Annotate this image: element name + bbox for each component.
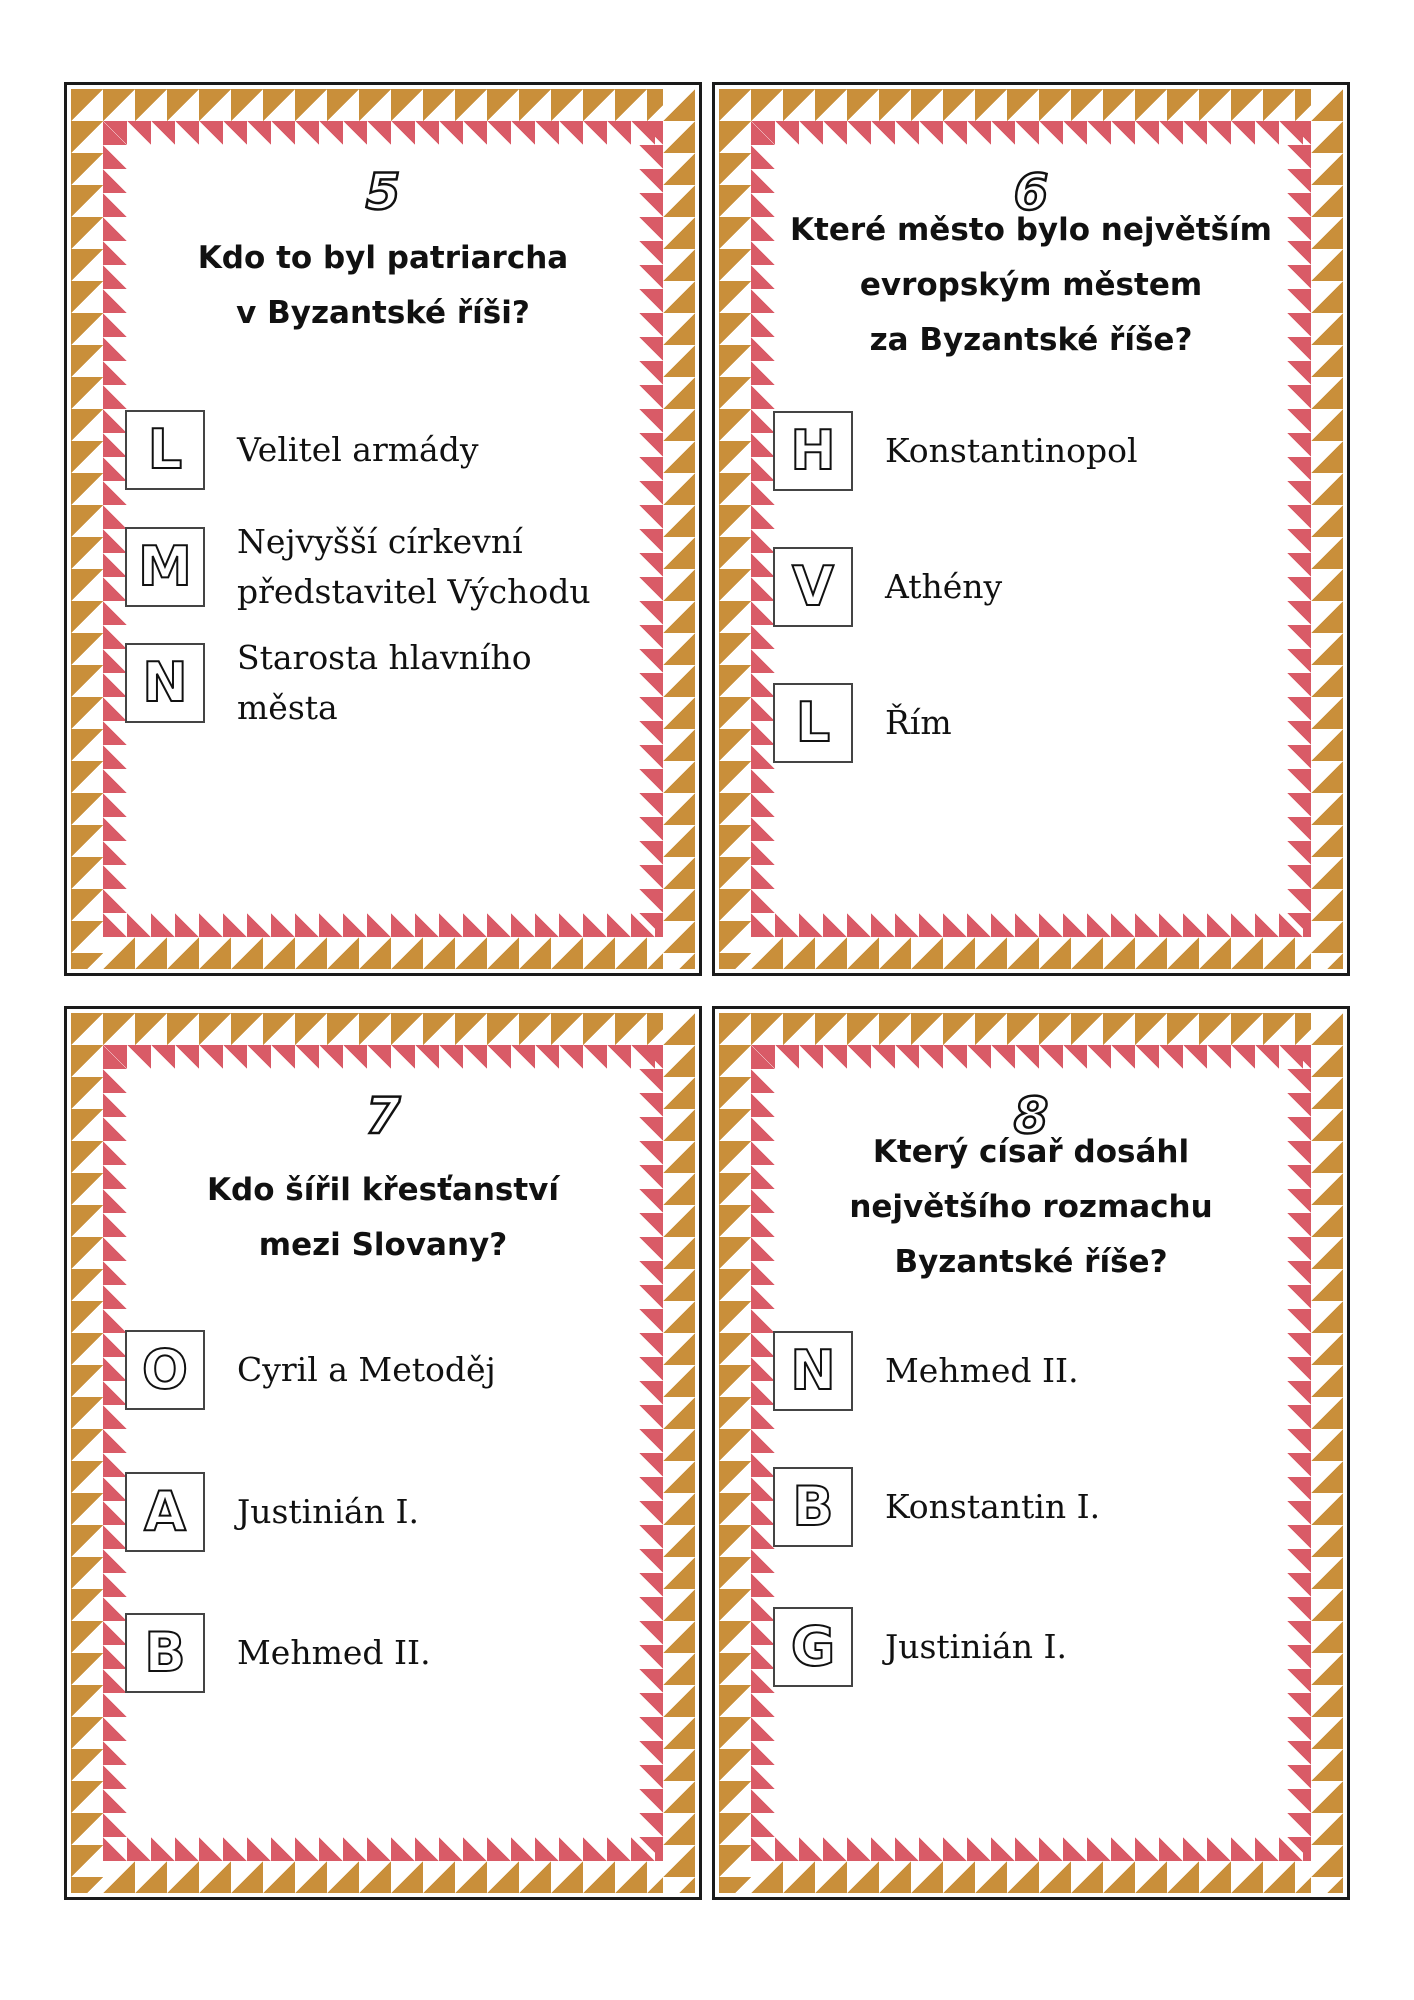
card-number: 5 [365, 163, 401, 221]
answer-text: Justinián I. [237, 1492, 419, 1531]
answer-text: Cyril a Metoděj [237, 1350, 496, 1389]
answer-letter-box: M [125, 527, 205, 607]
quiz-card-8 [712, 1006, 1350, 1900]
answer-text: Řím [885, 703, 952, 742]
question-text: Které město bylo největším evropským městem za Byzantské říše? [790, 212, 1272, 358]
answer-letter-box: V [773, 547, 853, 627]
answer-text: Mehmed II. [237, 1633, 431, 1672]
answer-text: Justinián I. [885, 1627, 1067, 1666]
answer-text: Konstantin I. [885, 1487, 1101, 1526]
question-text: Kdo šířil křesťanství mezi Slovany? [206, 1172, 559, 1263]
answer-option[interactable] [125, 1330, 641, 1414]
answer-option[interactable] [773, 547, 1289, 631]
answer-text: Mehmed II. [885, 1351, 1079, 1390]
answer-option[interactable] [773, 1467, 1289, 1551]
answer-letter-box: A [125, 1472, 205, 1552]
card-number: 8 [1013, 1087, 1049, 1145]
answer-letter-box: O [125, 1330, 205, 1410]
card-number: 6 [1013, 163, 1049, 221]
quiz-card-5 [64, 82, 702, 976]
answer-option[interactable] [773, 683, 1289, 767]
answer-letter-box: N [773, 1331, 853, 1411]
quiz-card-7 [64, 1006, 702, 1900]
answer-text: Konstantinopol [885, 431, 1138, 470]
answer-option[interactable] [125, 410, 641, 494]
answer-option[interactable] [125, 638, 641, 727]
quiz-card-6 [712, 82, 1350, 976]
answer-letter-box: H [773, 411, 853, 491]
answer-letter-box: G [773, 1607, 853, 1687]
answer-text: Starosta hlavního města [237, 638, 532, 727]
answer-option[interactable] [773, 1331, 1289, 1415]
answer-option[interactable] [125, 522, 641, 611]
answer-letter-box: N [125, 643, 205, 723]
card-number: 7 [365, 1087, 401, 1145]
answer-option[interactable] [773, 1607, 1289, 1691]
answer-text: Velitel armády [237, 430, 479, 469]
answer-letter-box: L [125, 410, 205, 490]
answer-text: Athény [885, 567, 1003, 606]
question-text: Který císař dosáhl největšího rozmachu Byzantské říše? [849, 1134, 1213, 1280]
question-text: Kdo to byl patriarcha v Byzantské říši? [197, 240, 569, 331]
answer-option[interactable] [773, 411, 1289, 495]
answer-letter-box: B [773, 1467, 853, 1547]
answer-option[interactable] [125, 1472, 641, 1556]
answer-option[interactable] [125, 1613, 641, 1697]
answer-text: Nejvyšší církevní představitel Východu [237, 522, 591, 611]
answer-letter-box: B [125, 1613, 205, 1693]
answer-letter-box: L [773, 683, 853, 763]
